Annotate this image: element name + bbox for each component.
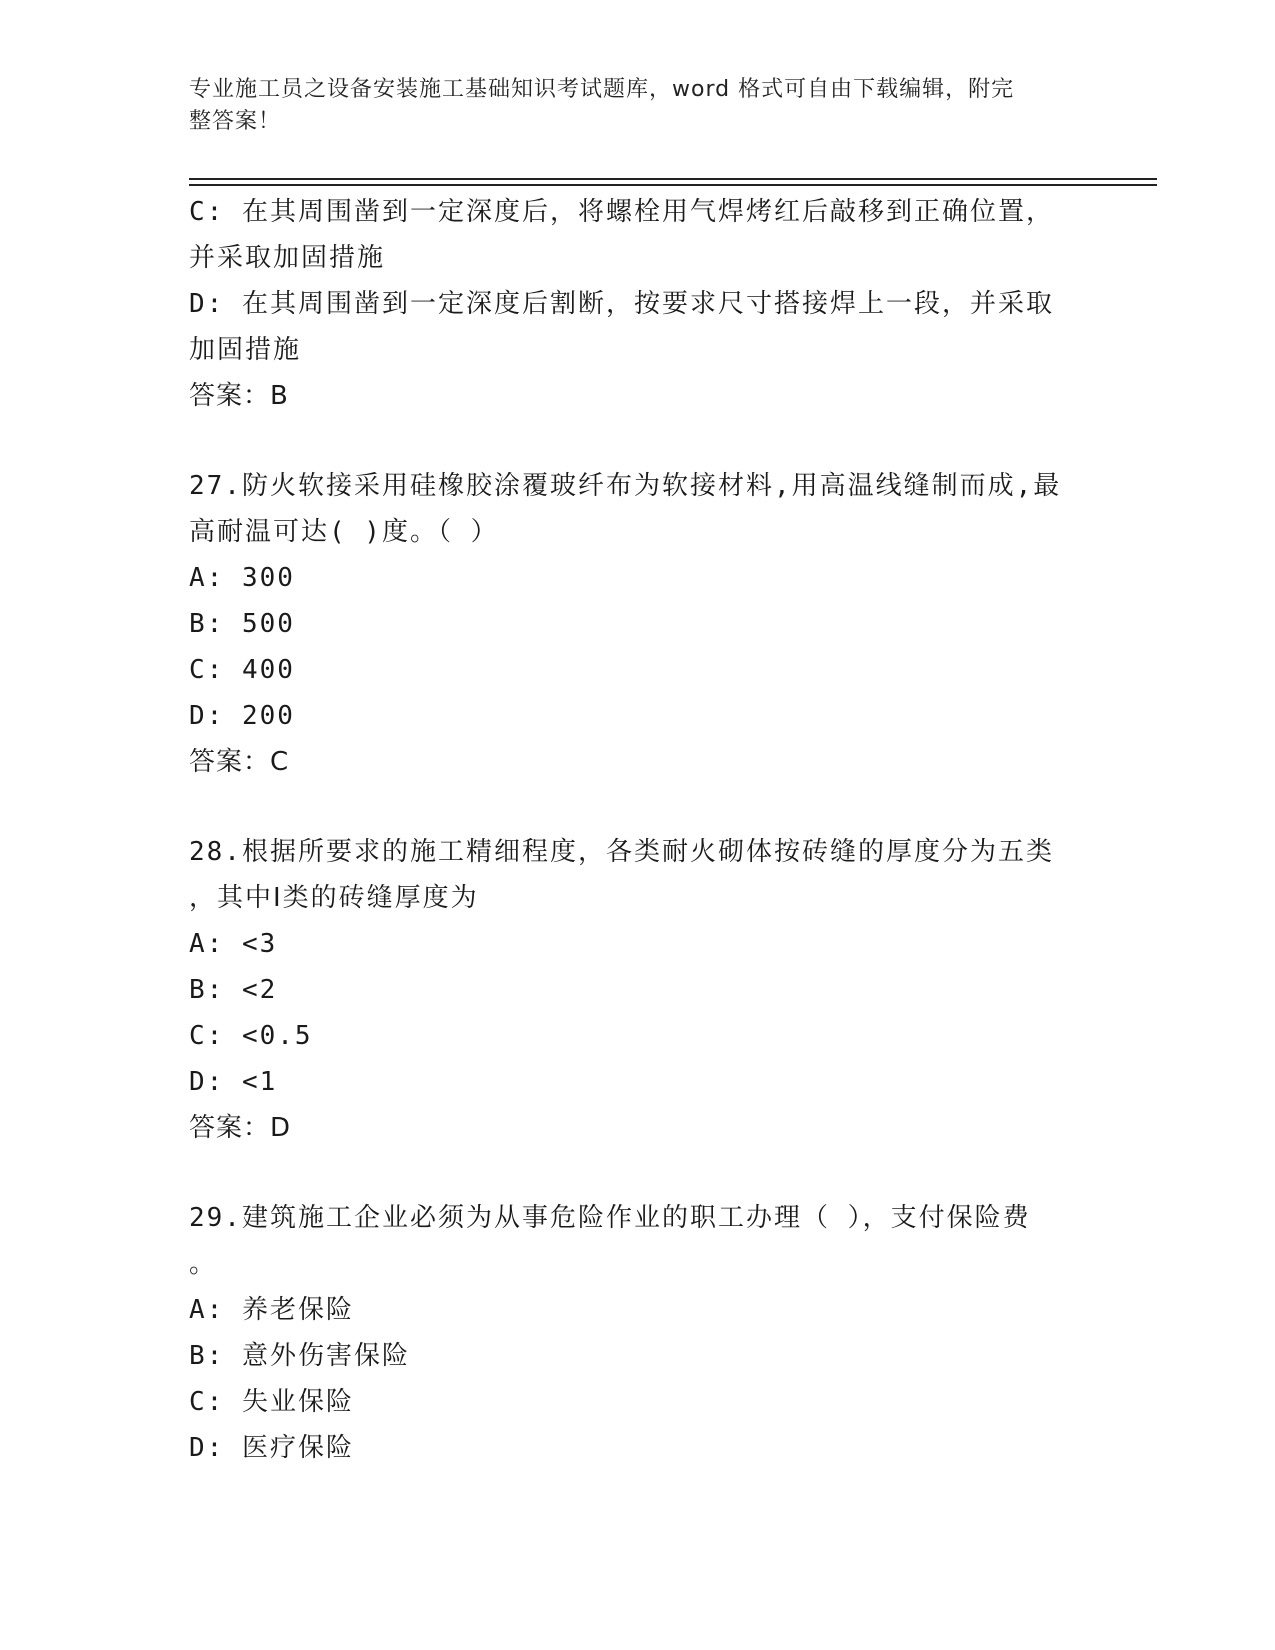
option-d — [189, 1425, 1089, 1471]
option-key: D — [189, 1433, 207, 1463]
option-b — [189, 1333, 1089, 1379]
option-key: D — [189, 289, 207, 319]
option-a — [189, 555, 1089, 601]
option-key: A — [189, 563, 207, 593]
option-key: B — [189, 1341, 207, 1371]
question-text-line: 。 — [189, 1249, 218, 1279]
option-key: B — [189, 609, 207, 639]
option-text: 意外伤害保险 — [241, 1341, 410, 1371]
option-separator: : — [206, 701, 242, 731]
answer-line: 答案：C — [189, 747, 290, 777]
option-key: D — [189, 1067, 207, 1097]
option-separator: : — [206, 975, 242, 1005]
option-text: 养老保险 — [241, 1295, 354, 1325]
option-c — [189, 1013, 1089, 1059]
header-line-2: 整答案！ — [189, 109, 282, 134]
option-d — [189, 693, 1089, 739]
option-c — [189, 1379, 1089, 1425]
option-separator: : — [206, 289, 242, 319]
option-key: A — [189, 1295, 207, 1325]
question-text-line: ，其中Ⅰ类的砖缝厚度为 — [189, 883, 479, 913]
option-separator: : — [206, 655, 242, 685]
option-separator: : — [206, 929, 242, 959]
option-key: B — [189, 975, 207, 1005]
header-divider-bottom — [189, 184, 1157, 186]
option-text: 400 — [241, 655, 295, 685]
prev-question — [189, 189, 1089, 419]
option-separator: : — [206, 1341, 242, 1371]
option-separator: : — [206, 1387, 242, 1417]
option-separator: : — [206, 197, 242, 227]
option-a — [189, 921, 1089, 967]
question-28 — [189, 829, 1089, 1151]
option-key: A — [189, 929, 207, 959]
option-text: 500 — [241, 609, 295, 639]
document-header — [189, 74, 1069, 138]
option-separator: : — [206, 1295, 242, 1325]
option-separator: : — [206, 563, 242, 593]
question-text-line: 高耐温可达( )度。（ ） — [189, 517, 499, 547]
option-key: C — [189, 1387, 207, 1417]
question-text-line: 29.建筑施工企业必须为从事危险作业的职工办理（ ），支付保险费 — [189, 1203, 1031, 1233]
option-d — [189, 281, 1089, 373]
question-29 — [189, 1195, 1089, 1471]
option-text: <3 — [241, 929, 278, 959]
question-text-line: 28.根据所要求的施工精细程度，各类耐火砌体按砖缝的厚度分为五类 — [189, 837, 1054, 867]
option-text: 失业保险 — [241, 1387, 354, 1417]
option-text: <1 — [241, 1067, 278, 1097]
option-text-line: 加固措施 — [189, 335, 302, 365]
option-separator: : — [206, 1433, 242, 1463]
header-line-1: 专业施工员之设备安装施工基础知识考试题库，word 格式可自由下载编辑，附完 — [189, 77, 1015, 102]
option-c — [189, 647, 1089, 693]
option-key: C — [189, 1021, 207, 1051]
option-text: 300 — [241, 563, 295, 593]
option-text: 200 — [241, 701, 295, 731]
option-a — [189, 1287, 1089, 1333]
answer-line: 答案：B — [189, 381, 289, 411]
option-text-line: 并采取加固措施 — [189, 243, 386, 273]
option-separator: : — [206, 609, 242, 639]
option-separator: : — [206, 1067, 242, 1097]
option-text-line: 在其周围凿到一定深度后，将螺栓用气焊烤红后敲移到正确位置， — [241, 197, 1054, 227]
option-b — [189, 967, 1089, 1013]
option-c — [189, 189, 1089, 281]
header-divider-top — [189, 178, 1157, 180]
question-content — [189, 189, 1089, 1471]
option-text: <0.5 — [241, 1021, 313, 1051]
option-text: 医疗保险 — [241, 1433, 354, 1463]
question-text-line: 27.防火软接采用硅橡胶涂覆玻纤布为软接材料,用高温线缝制而成,最 — [189, 471, 1062, 501]
question-27 — [189, 463, 1089, 785]
option-text-line: 在其周围凿到一定深度后割断，按要求尺寸搭接焊上一段，并采取 — [241, 289, 1054, 319]
answer-line: 答案：D — [189, 1113, 292, 1143]
option-key: C — [189, 197, 207, 227]
option-b — [189, 601, 1089, 647]
option-text: <2 — [241, 975, 278, 1005]
option-key: D — [189, 701, 207, 731]
option-d — [189, 1059, 1089, 1105]
option-key: C — [189, 655, 207, 685]
option-separator: : — [206, 1021, 242, 1051]
